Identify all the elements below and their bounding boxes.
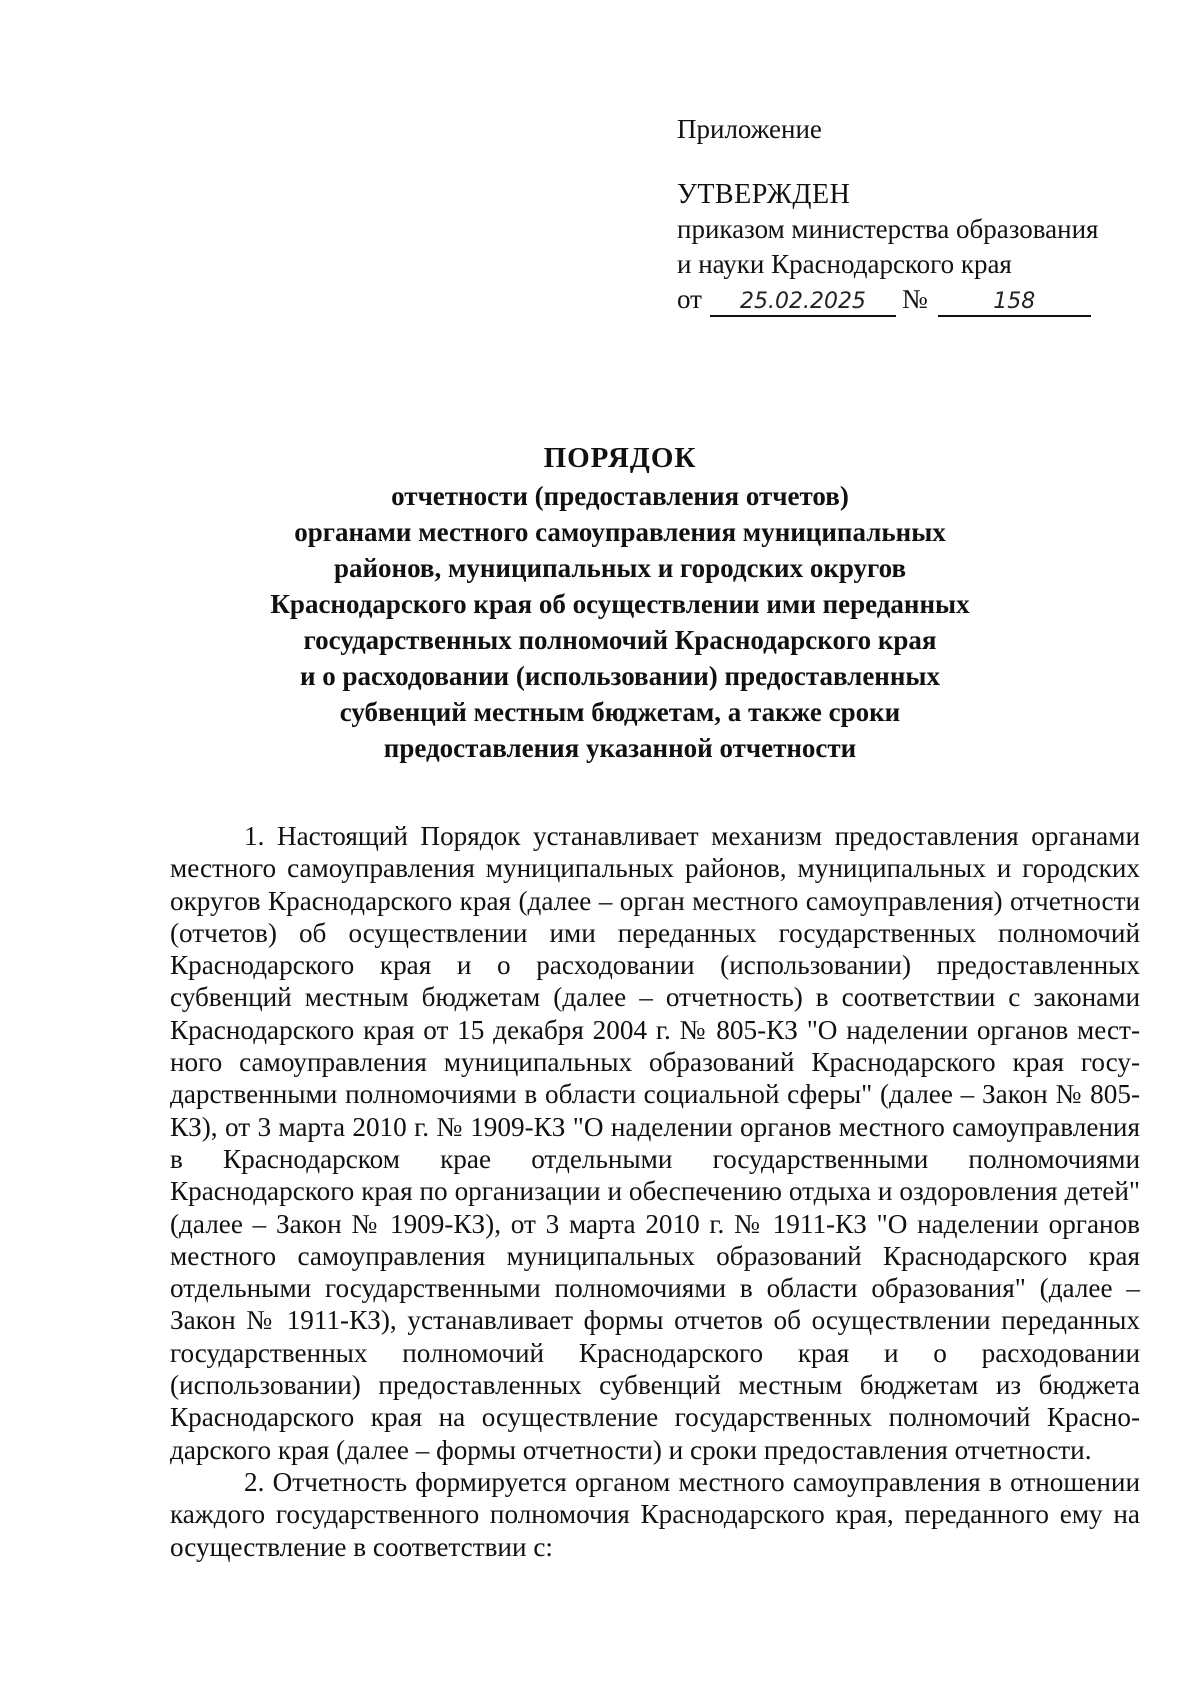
paragraph-1: 1. Настоящий Порядок устанавливает механизм предоставления органами местного самоуправления муниципальных районов, муниципальных и городских округов Краснодарского края (далее – орган местного самоуправления) отчетности (отчетов) об осуществлении ими переданных государственных полномочий Краснодарского края и о расходовании (использовании) предоставленных субвенций местным бюджетам (далее – отчетность) в соответствии с законами Краснодарского края от 15 декабря 2004 г. № 805-КЗ "О наделении органов местного самоуправления муниципальных образований Краснодарского края государственными полномочиями в области социальной сферы" (далее – Закон № 805-КЗ), от 3 марта 2010 г. № 1909-КЗ "О наделении органов местного самоуправления в Краснодарском крае отдельными государственными полномочиями Краснодарского края по организации и обеспечению отдыха и оздоровления детей" (далее – Закон № 1909-КЗ), от 3 марта 2010 г. № 1911-КЗ "О наделении органов местного самоуправления муниципальных образований Краснодарского края отдельными государственными полномочиями в области образования" (далее – Закон № 1911-КЗ), устанавливает формы отчетов об осуществлении переданных государственных полномочий Краснодарского края и о расходовании (использовании) предоставленных субвенций местным бюджетам из бюджета Краснодарского края на осуществление государственных полномочий Краснодарского края (далее – формы отчетности) и сроки предоставления отчетности. xyxy=(170,821,1140,1465)
from-label: от xyxy=(677,284,702,314)
handwritten-order-number: 158 xyxy=(938,289,1091,317)
title-line: органами местного самоуправления муниципальных xyxy=(294,517,946,547)
title-line: Краснодарского края об осуществлении ими переданных xyxy=(270,589,970,619)
title-line: отчетности (предоставления отчетов) xyxy=(391,481,849,511)
number-sign-label: № xyxy=(901,284,928,314)
order-date-number-line xyxy=(677,282,1127,317)
title-line: и о расходовании (использовании) предоставленных xyxy=(299,661,941,691)
document-title: ПОРЯДОК xyxy=(543,442,697,474)
appendix-label: Приложение xyxy=(677,114,822,144)
approved-heading: УТВЕРЖДЕН xyxy=(677,179,851,210)
title-line: районов, муниципальных и городских округов xyxy=(333,553,907,583)
document-title-block xyxy=(170,438,1070,766)
approval-line-1: приказом министерства образования xyxy=(677,214,1099,244)
title-line: государственных полномочий Краснодарского края xyxy=(303,625,937,655)
document-body xyxy=(170,820,1140,1563)
approval-block xyxy=(677,112,1127,317)
paragraph-2: 2. Отчетность формируется органом местного самоуправления в отношении каждого государственного полномочия Краснодарского края, переданного ему на осуществление в соответствии с: xyxy=(170,1466,1140,1562)
title-line: субвенций местным бюджетам, а также сроки xyxy=(339,697,901,727)
handwritten-date: 25.02.2025 xyxy=(710,289,896,317)
approval-line-2: и науки Краснодарского края xyxy=(677,249,1012,279)
title-line: предоставления указанной отчетности xyxy=(383,733,857,763)
